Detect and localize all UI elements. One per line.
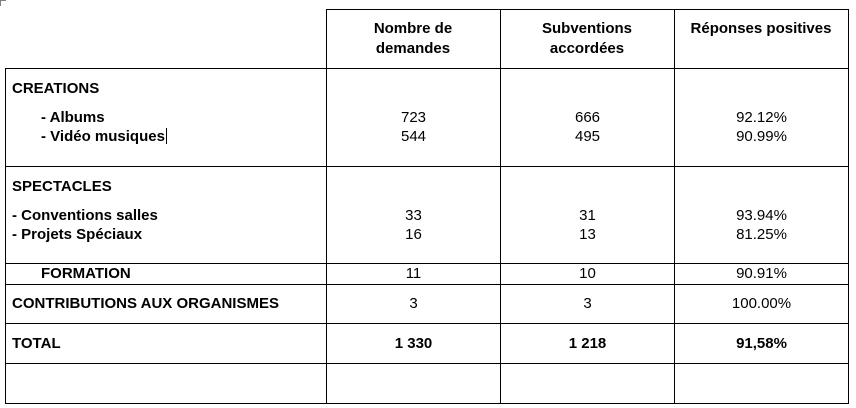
row-label-projets-speciaux: - Projets Spéciaux [12,226,143,243]
formation-demandes: 11 [405,265,422,282]
projets-speciaux-demandes: 16 [405,226,422,243]
contributions-subventions: 3 [583,295,592,312]
albums-subventions: 666 [574,109,601,126]
total-demandes: 1 330 [394,335,433,352]
text-cursor [166,128,167,144]
conventions-salles-demandes: 33 [405,207,422,224]
projets-speciaux-subventions: 13 [579,226,596,243]
table-right-border [848,9,849,404]
total-subventions: 1 218 [568,335,607,352]
header-demandes: Nombre de demandes [373,20,453,57]
projets-speciaux-reponses: 81.25% [736,226,787,243]
creations-bottom-border [5,166,849,167]
contributions-demandes: 3 [409,295,418,312]
albums-demandes: 723 [400,109,427,126]
header-top-border [326,9,849,10]
section-title-spectacles: SPECTACLES [12,178,112,195]
row-label-video-musiques[interactable] [41,127,167,146]
formation-bottom-border [5,284,849,285]
formation-subventions: 10 [579,265,596,282]
row-label-contributions: CONTRIBUTIONS AUX ORGANISMES [12,295,279,312]
row-label-conventions-salles: - Conventions salles [12,207,158,224]
header-subventions: Subventions accordées [541,20,632,57]
albums-reponses: 92.12% [736,109,787,126]
total-reponses: 91,58% [736,335,787,352]
table-left-border [5,68,6,404]
contributions-bottom-border [5,323,849,324]
video-musiques-demandes: 544 [400,128,427,145]
row-label-total: TOTAL [12,335,61,352]
conventions-salles-reponses: 93.94% [736,207,787,224]
header-bottom-border [5,68,849,69]
total-bottom-border [5,363,849,364]
video-musiques-reponses: 90.99% [736,128,787,145]
document-corner-marker [0,0,6,6]
formation-reponses: 90.91% [736,265,787,282]
row-label-albums: - Albums [41,109,105,126]
video-musiques-subventions: 495 [574,128,601,145]
conventions-salles-subventions: 31 [579,207,596,224]
row-label-formation: FORMATION [41,265,131,282]
contributions-reponses: 100.00% [731,295,792,312]
video-musiques-label-text: - Vidéo musiques [41,128,165,145]
section-title-creations: CREATIONS [12,80,100,97]
header-reponses: Réponses positives [690,20,832,37]
table-bottom-border [5,403,849,404]
